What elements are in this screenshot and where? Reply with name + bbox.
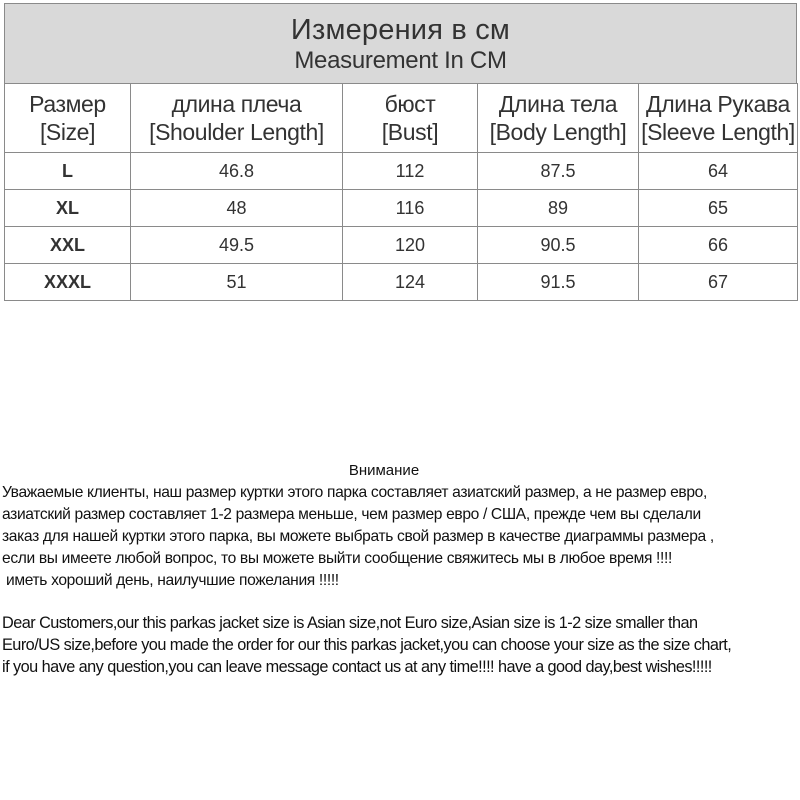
notice-line: Euro/US size,before you made the order for our this parkas jacket,you can choose your size as the size chart, [2, 636, 732, 654]
sleeve-length-cell: 67 [639, 264, 798, 301]
column-header-sleeve-length [639, 84, 798, 153]
column-header-en: [Sleeve Length] [641, 119, 795, 145]
column-header-en: [Body Length] [489, 119, 627, 145]
notice-russian-text [0, 482, 800, 592]
table-row [5, 227, 798, 264]
notice-line: Dear Customers,our this parkas jacket size is Asian size,not Euro size,Asian size is 1-2 size smaller than [2, 614, 698, 632]
notice-line: if you have any question,you can leave message contact us at any time!!!! have a good day,best wishes!!!!! [2, 658, 712, 676]
column-header-bust [343, 84, 478, 153]
notice-line: иметь хороший день, наилучшие пожелания !!!!! [2, 572, 339, 589]
body-length-cell: 87.5 [478, 153, 639, 190]
shoulder-length-cell: 51 [131, 264, 343, 301]
notice-english-text [0, 612, 800, 678]
size-cell: XL [5, 190, 131, 227]
column-header-size [5, 84, 131, 153]
column-header-en: [Shoulder Length] [149, 119, 324, 145]
column-header-ru: Размер [29, 91, 106, 117]
size-cell: XXL [5, 227, 131, 264]
column-header-shoulder-length [131, 84, 343, 153]
column-header-en: [Bust] [381, 119, 439, 145]
bust-cell: 116 [343, 190, 478, 227]
body-length-cell: 89 [478, 190, 639, 227]
size-cell: XXXL [5, 264, 131, 301]
notice-section [0, 460, 800, 678]
chart-title-ru: Измерения в см [290, 13, 511, 46]
shoulder-length-cell: 48 [131, 190, 343, 227]
shoulder-length-cell: 49.5 [131, 227, 343, 264]
bust-cell: 120 [343, 227, 478, 264]
table-header-row [5, 84, 798, 153]
notice-line: заказ для нашей куртки этого парка, вы можете выбрать свой размер в качестве диаграммы размера , [2, 528, 714, 545]
chart-header [4, 3, 797, 83]
sleeve-length-cell: 66 [639, 227, 798, 264]
size-cell: L [5, 153, 131, 190]
column-header-ru: длина плеча [171, 91, 302, 117]
column-header-body-length [478, 84, 639, 153]
column-header-ru: Длина Рукава [646, 91, 790, 117]
shoulder-length-cell: 46.8 [131, 153, 343, 190]
size-table [4, 83, 798, 301]
column-header-en: [Size] [39, 119, 96, 145]
notice-line: Уважаемые клиенты, наш размер куртки этого парка составляет азиатский размер, а не размер евро, [2, 484, 707, 501]
table-row [5, 264, 798, 301]
column-header-ru: Длина тела [498, 91, 618, 117]
bust-cell: 124 [343, 264, 478, 301]
sleeve-length-cell: 65 [639, 190, 798, 227]
notice-title: Внимание [348, 462, 420, 479]
bust-cell: 112 [343, 153, 478, 190]
column-header-ru: бюст [384, 91, 436, 117]
notice-line: если вы имеете любой вопрос, то вы можете выйти сообщение свяжитесь мы в любое время !!!! [2, 550, 672, 567]
notice-gap [0, 592, 800, 612]
table-row [5, 153, 798, 190]
table-row [5, 190, 798, 227]
body-length-cell: 90.5 [478, 227, 639, 264]
notice-line: азиатский размер составляет 1-2 размера меньше, чем размер евро / США, прежде чем вы сделали [2, 506, 701, 523]
size-chart [4, 3, 797, 301]
chart-title-en: Measurement In CM [294, 46, 507, 74]
sleeve-length-cell: 64 [639, 153, 798, 190]
body-length-cell: 91.5 [478, 264, 639, 301]
